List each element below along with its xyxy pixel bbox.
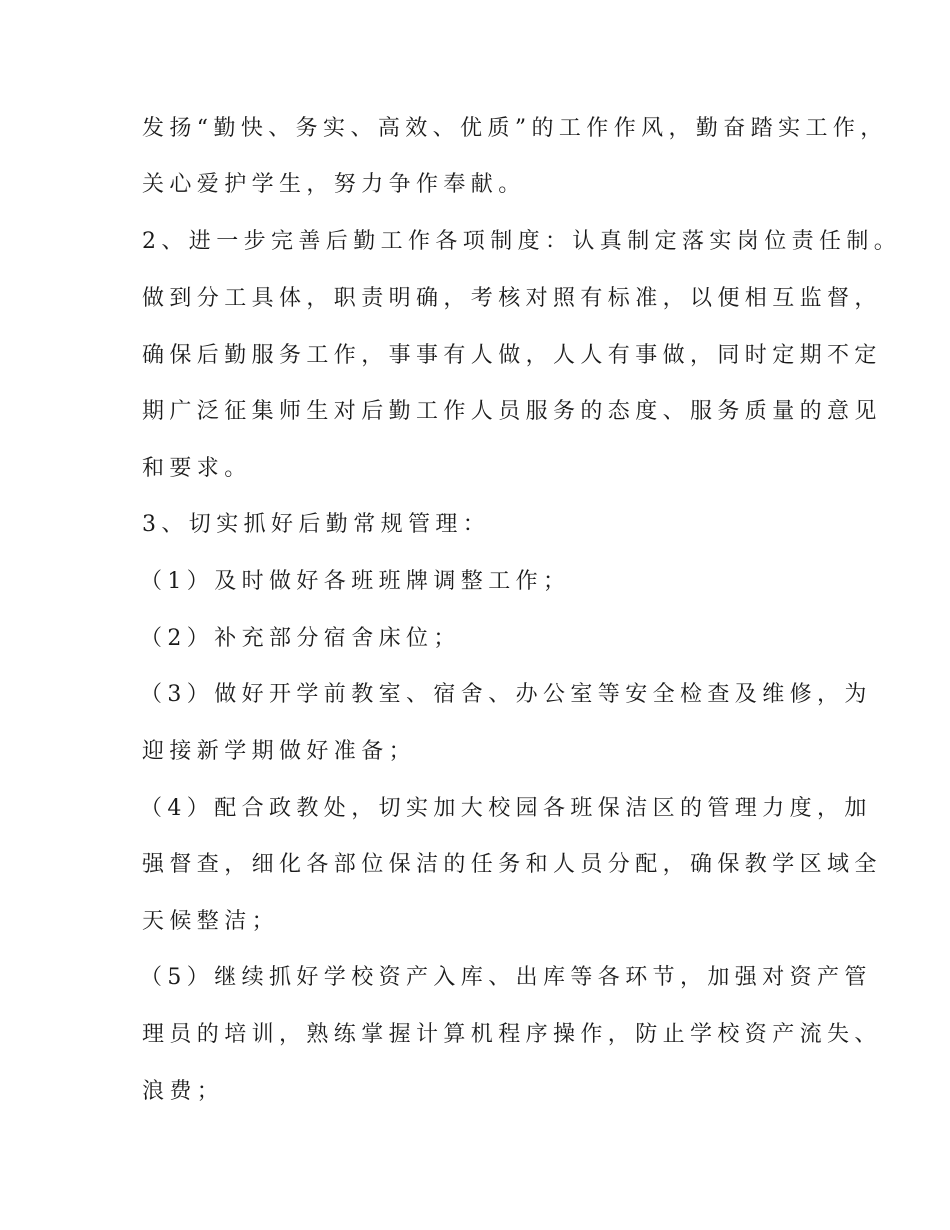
- text-line-1: 发扬“勤快、务实、高效、优质”的工作作风，勤奋踏实工作，: [142, 116, 888, 141]
- text-line-2: 关心爱护学生，努力争作奉献。: [142, 172, 526, 197]
- text-line-4: 做到分工具体，职责明确，考核对照有标准，以便相互监督，: [142, 286, 882, 311]
- text-line-17: 理员的培训，熟练掌握计算机程序操作，防止学校资产流失、: [142, 1022, 882, 1047]
- text-line-13: （4）配合政教处，切实加大校园各班保洁区的管理力度，加: [140, 796, 872, 821]
- text-line-7: 和要求。: [142, 456, 252, 481]
- text-line-8: 3、切实抓好后勤常规管理：: [142, 512, 491, 537]
- text-line-16: （5）继续抓好学校资产入库、出库等各环节，加强对资产管: [140, 965, 872, 990]
- text-line-18: 浪费；: [142, 1079, 225, 1104]
- text-line-5: 确保后勤服务工作，事事有人做，人人有事做，同时定期不定: [142, 343, 882, 368]
- text-line-9: （1）及时做好各班班牌调整工作；: [140, 569, 571, 594]
- text-line-11: （3）做好开学前教室、宿舍、办公室等安全检查及维修，为: [140, 682, 872, 707]
- text-line-14: 强督查，细化各部位保洁的任务和人员分配，确保教学区域全: [142, 852, 882, 877]
- text-line-15: 天候整洁；: [142, 909, 280, 934]
- text-line-10: （2）补充部分宿舍床位；: [140, 626, 461, 651]
- text-line-3: 2、进一步完善后勤工作各项制度：认真制定落实岗位责任制。: [142, 229, 902, 254]
- text-line-6: 期广泛征集师生对后勤工作人员服务的态度、服务质量的意见: [142, 399, 882, 424]
- text-line-12: 迎接新学期做好准备；: [142, 739, 417, 764]
